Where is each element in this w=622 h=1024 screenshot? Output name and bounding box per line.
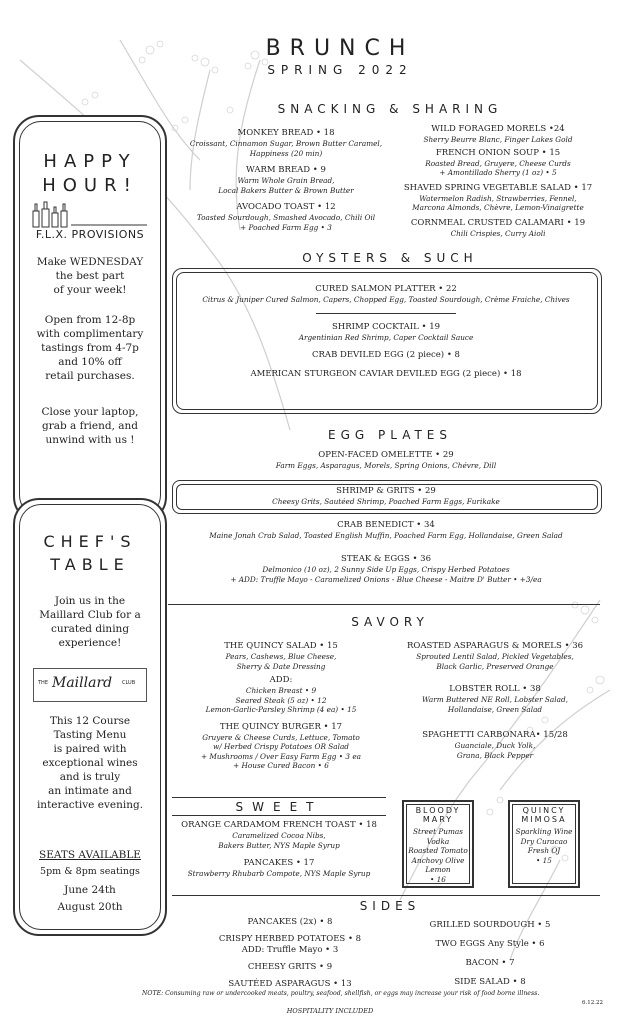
egg-item-4: STEAK & EGGS • 36 Delmonico (10 oz), 2 Sunny Side Up Eggs, Crispy Herbed Potatoes + ADD: Truffle Mayo - Caramelized Onions - Blue Cheese - Maitre D' Butter • +3/ea [174,554,598,584]
menu-item-name: STEAK & EGGS • 36 [341,554,431,564]
menu-item-name: MONKEY BREAD • 18 [237,128,335,138]
footer-date: 6.12.22 [582,1000,603,1006]
menu-item-name: SHRIMP COCKTAIL • 19 [331,321,441,332]
section-oysters-heading: OYSTERS & SUCH [302,251,478,265]
happy-hour-text-2: Open from 12-8p with complimentary tastings from 4-7p and 10% off retail purchases. [36,314,144,382]
hospitality-included: HOSPITALITY INCLUDED [286,1007,374,1015]
happy-hour-panel [13,115,167,523]
menu-item-name: CRAB DEVILED EGG (2 piece) • 8 [312,350,460,360]
section-sides-heading: SIDES [359,899,421,913]
menu-item-name: ORANGE CARDAMOM FRENCH TOAST • 18 [181,820,377,830]
sides-right-column: GRILLED SOURDOUGH • 5 TWO EGGS Any Style • 6 BACON • 7 SIDE SALAD • 8 [429,920,551,987]
section-snacking-heading: SNACKING & SHARING [277,102,503,116]
savory-left-column: THE QUINCY SALAD • 15 Pears, Cashews, Blue Cheese, Sherry & Date Dressing ADD: Chicken Breast • 9 Seared Steak (5 oz) • 12 Lemon-Garlic-Parsley Shrimp (4 ea) • 15 THE QUINCY BURGER • 17 Gruyere & Cheese Curds, Lettuce, Tomato w/ Herbed Crispy Potatoes OR Salad + Mushrooms / Over Easy Farm Egg • 3 ea + House Cured Bacon • 6 [176,641,386,771]
savory-right-column: ROASTED ASPARAGUS & MORELS • 36 Sprouted Lentil Salad, Pickled Vegetables, Black Garlic, Preserved Orange LOBSTER ROLL • 38 Warm Buttered NE Roll, Lobster Salad, Hollandaise, Green Salad SPAGHETTI CARBONARA• 15/28 Guanciale, Duck Yolk, Grana, Black Pepper [392,641,598,760]
menu-item-name: OPEN-FACED OMELETTE • 29 [318,450,454,460]
chefs-table-panel [13,498,167,936]
divider [172,797,386,798]
mimosa-content: QUINCY MIMOSA Sparkling Wine Dry Curacao Fresh OJ • 15 [515,806,573,865]
menu-item-name: AMERICAN STURGEON CAVIAR DEVILED EGG (2 piece) • 18 [250,369,522,379]
chefs-table-text-2: This 12 Course Tasting Menu is paired with exceptional wines and is truly an intimate and interactive evening. [36,715,144,811]
bloody-mary-content: BLOODY MARY Street Pumas Vodka Roasted Tomato Anchovy Olive Lemon • 16 [408,806,468,884]
date-2: August 20th [57,901,123,913]
chefs-table-title: CHEF'S [43,532,137,551]
snacking-right-column: WILD FORAGED MORELS •24 Sherry Beurre Blanc, Finger Lakes Gold FRENCH ONION SOUP • 15 Roasted Bread, Gruyere, Cheese Curds + Amontillado Sherry (1 oz) • 5 SHAVED SPRING VEGETABLE SALAD • 17 Watermelon Radish, Strawberries, Fennel, Marcona Almonds, Chèvre, Lemon-Vinaigrette CORNMEAL CRUSTED CALAMARI • 19 Chili Crispies, Curry Aioli [398,124,598,238]
menu-item-name: SHAVED SPRING VEGETABLE SALAD • 17 [403,182,593,193]
menu-item-name: SPAGHETTI CARBONARA• 15/28 [422,730,568,740]
seats-available: SEATS AVAILABLE [39,849,141,861]
happy-hour-text-3: Close your laptop, grab a friend, and unwind with us ! [41,406,139,446]
happy-hour-text-1: Make WEDNESDAY the best part of your week! [36,256,144,296]
page-title: BRUNCH [265,36,415,61]
menu-item-name: CURED SALMON PLATTER • 22 [315,284,457,294]
divider [168,604,600,605]
menu-item-name: PANCAKES • 17 [243,858,315,868]
egg-item-2: SHRIMP & GRITS • 29 Cheesy Grits, Sautéed Shrimp, Poached Farm Eggs, Furikake [174,486,598,507]
flx-provisions-logo: F.L.X. PROVISIONS [35,228,145,241]
date-1: June 24th [64,884,116,896]
sides-left-column: PANCAKES (2x) • 8 CRISPY HERBED POTATOES • 8 ADD: Truffle Mayo • 3 CHEESY GRITS • 9 SAUTÉED ASPARAGUS • 13 [218,917,362,989]
menu-item-name: THE QUINCY BURGER • 17 [219,721,343,732]
menu-item-name: SHRIMP & GRITS • 29 [336,486,436,496]
page-subtitle: SPRING 2022 [267,63,413,77]
egg-item-1: OPEN-FACED OMELETTE • 29 Farm Eggs, Asparagus, Morels, Spring Onions, Chévre, Dill [174,450,598,471]
happy-hour-title-2: HOUR! [42,175,138,196]
menu-item-name: LOBSTER ROLL • 38 [449,684,541,694]
seating-times: 5pm & 8pm seatings [40,866,140,877]
section-eggs-heading: EGG PLATES [328,428,452,442]
menu-item-name: CORNMEAL CRUSTED CALAMARI • 19 [410,217,586,228]
chefs-table-title-2: TABLE [50,555,130,574]
egg-item-3: CRAB BENEDICT • 34 Maine Jonah Crab Salad, Toasted English Muffin, Poached Farm Egg, Hollandaise, Green Salad [174,520,598,541]
menu-item-name: FRENCH ONION SOUP • 15 [435,147,561,158]
menu-item-name: ROASTED ASPARAGUS & MORELS • 36 [406,641,584,651]
snacking-left-column: MONKEY BREAD • 18 Croissant, Cinnamon Sugar, Brown Butter Caramel, Happiness (20 min) WARM BREAD • 9 Warm Whole Grain Bread, Local Bakers Butter & Brown Butter AVOCADO TOAST • 12 Toasted Sourdough, Smashed Avocado, Chili Oil + Poached Farm Egg • 3 [176,128,396,232]
happy-hour-title: HAPPY [43,151,137,172]
menu-item-name: AVOCADO TOAST • 12 [236,202,336,212]
menu-item-name: THE QUINCY SALAD • 15 [224,641,338,651]
maillard-club-logo: THE Maillard CLUB [33,668,147,702]
bottles-icon [31,199,149,229]
divider [172,815,386,816]
sweet-items: ORANGE CARDAMOM FRENCH TOAST • 18 Caramelized Cocoa Nibs, Bakers Butter, NYS Maple Syrup PANCAKES • 17 Strawberry Rhubarb Compote, NYS Maple Syrup [172,820,386,879]
section-savory-heading: SAVORY [351,615,429,629]
divider [172,895,600,896]
footer-note: NOTE: Consuming raw or undercooked meats, poultry, seafood, shellfish, or eggs may increase your risk of food borne illness. [142,990,540,997]
menu-item-name: WARM BREAD • 9 [246,165,326,175]
section-sweet-heading: SWEET [235,800,323,814]
menu-item-name: CRAB BENEDICT • 34 [337,520,435,530]
oysters-items: CURED SALMON PLATTER • 22 Citrus & Juniper Cured Salmon, Capers, Chopped Egg, Toasted Sourdough, Crème Fraiche, Chives SHRIMP COCKTAIL • 19 Argentinian Red Shrimp, Caper Cocktail Sauce CRAB DEVILED EGG (2 piece) • 8 AMERICAN STURGEON CAVIAR DEVILED EGG (2 piece) • 18 [174,284,598,380]
chefs-table-text-1: Join us in the Maillard Club for a curated dining experience! [39,595,141,649]
menu-item-name: WILD FORAGED MORELS •24 [431,124,565,134]
